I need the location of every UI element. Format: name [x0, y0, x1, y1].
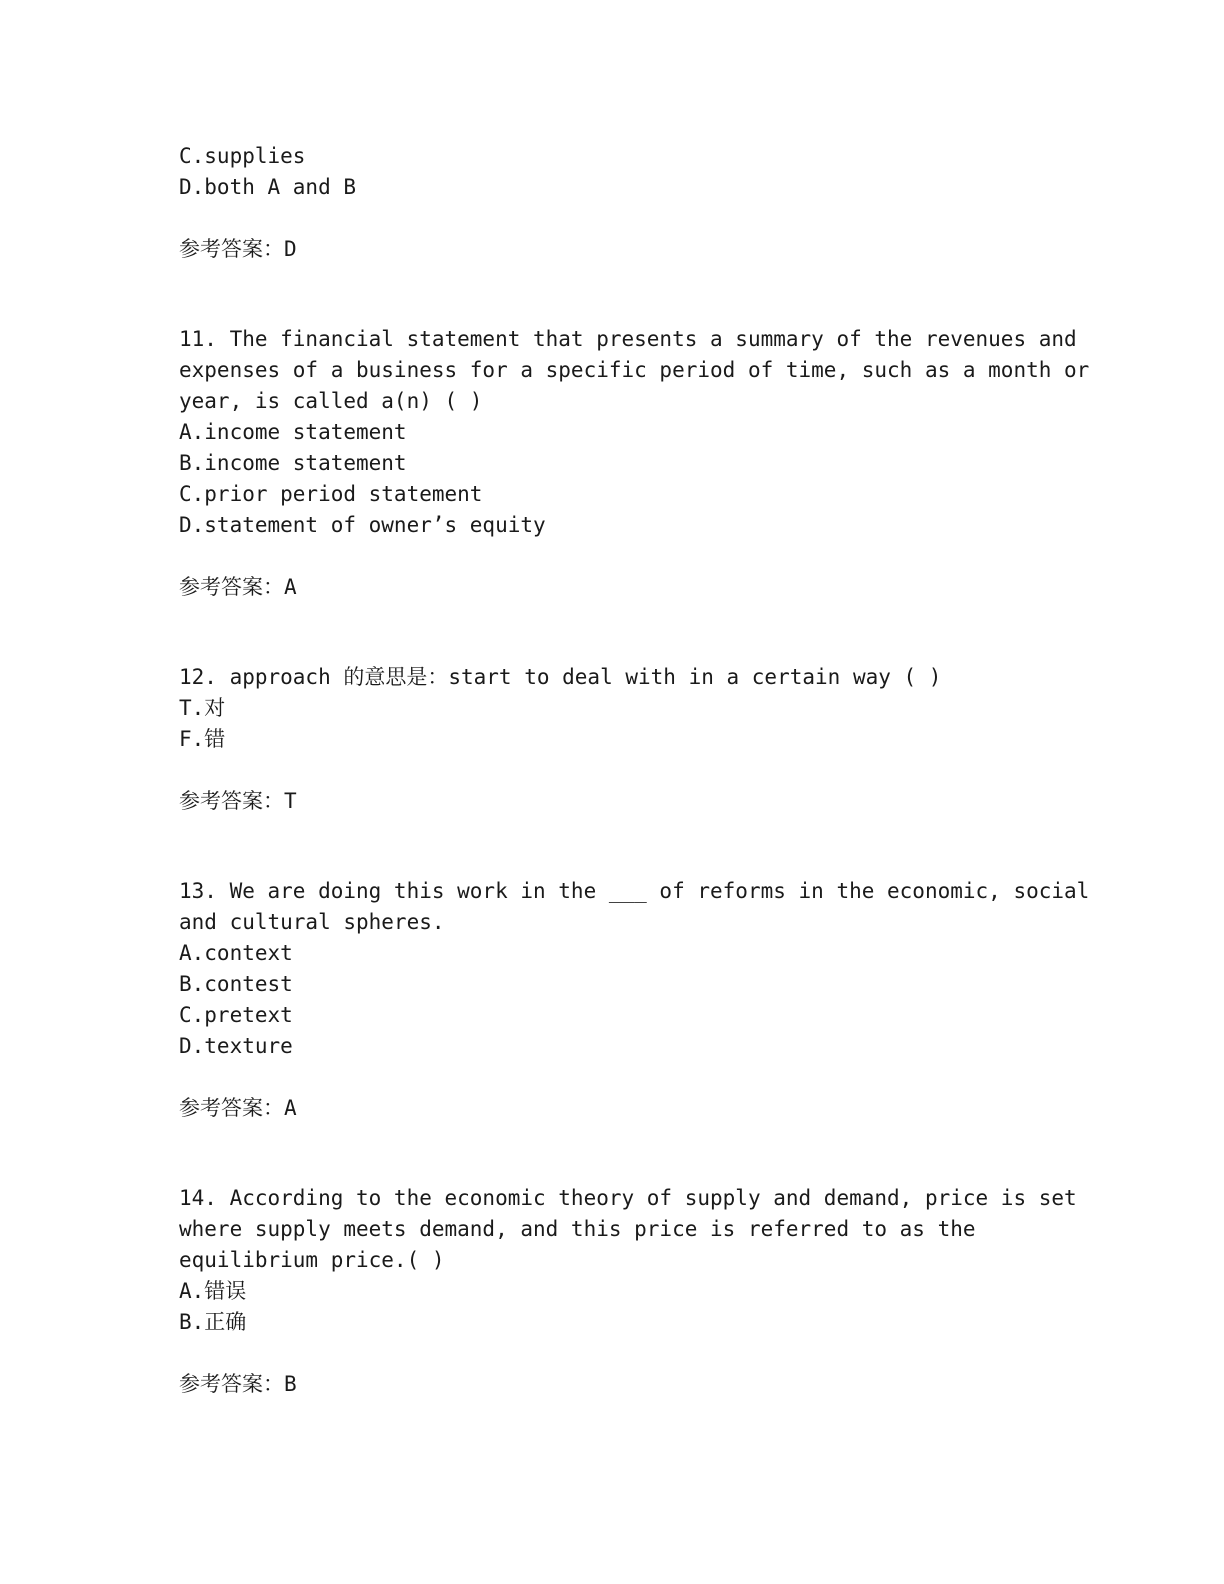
answer-label: 参考答案：	[179, 237, 284, 261]
answer-label: 参考答案：	[179, 789, 284, 813]
question-text-line: 13. We are doing this work in the ___ of reforms in the economic, social	[179, 879, 1090, 903]
option-c: C.supplies	[179, 144, 306, 168]
question-text-line: and cultural spheres.	[179, 910, 445, 934]
question-text-line: 11. The financial statement that presents a summary of the revenues and	[179, 327, 1077, 351]
option-f: F.错	[179, 727, 226, 751]
option-d: D.both A and B	[179, 175, 357, 199]
question-text-line: 14. According to the economic theory of supply and demand, price is set	[179, 1186, 1077, 1210]
question-10-tail	[179, 141, 1049, 265]
question-13	[179, 876, 1090, 1124]
reference-answer	[179, 1093, 1049, 1124]
reference-answer	[179, 1369, 1049, 1400]
option-a: A.context	[179, 941, 293, 965]
option-b: B.正确	[179, 1310, 247, 1334]
answer-value: A	[284, 1096, 297, 1120]
question-text-line: where supply meets demand, and this price is referred to as the	[179, 1217, 976, 1241]
answer-value: A	[284, 575, 297, 599]
answer-value: T	[284, 789, 297, 813]
option-a: A.income statement	[179, 420, 407, 444]
answer-label: 参考答案：	[179, 1372, 284, 1396]
option-a: A.错误	[179, 1279, 247, 1303]
document-page	[179, 141, 1090, 1400]
reference-answer	[179, 786, 1049, 817]
answer-value: D	[284, 237, 297, 261]
question-text-line: 12. approach 的意思是：start to deal with in a certain way ( )	[179, 665, 942, 689]
option-t: T.对	[179, 696, 226, 720]
question-text-line: expenses of a business for a specific period of time, such as a month or	[179, 358, 1090, 382]
answer-label: 参考答案：	[179, 1096, 284, 1120]
question-text-line: equilibrium price.( )	[179, 1248, 445, 1272]
option-c: C.prior period statement	[179, 482, 483, 506]
option-b: B.contest	[179, 972, 293, 996]
option-c: C.pretext	[179, 1003, 293, 1027]
question-12	[179, 662, 1049, 817]
option-d: D.statement of owner’s equity	[179, 513, 546, 537]
question-text-line: year, is called a(n) ( )	[179, 389, 483, 413]
option-b: B.income statement	[179, 451, 407, 475]
question-14	[179, 1183, 1077, 1400]
answer-value: B	[284, 1372, 297, 1396]
reference-answer	[179, 234, 1049, 265]
answer-label: 参考答案：	[179, 575, 284, 599]
question-11	[179, 324, 1090, 603]
reference-answer	[179, 572, 1049, 603]
option-d: D.texture	[179, 1034, 293, 1058]
